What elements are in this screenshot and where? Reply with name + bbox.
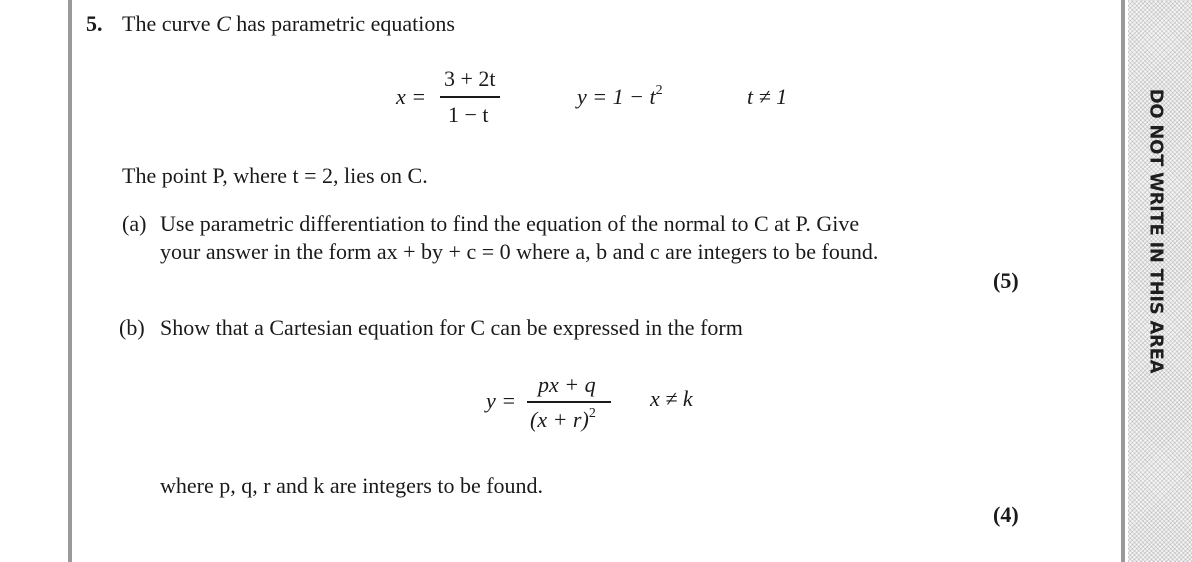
cartesian-condition: x ≠ k <box>650 386 693 411</box>
part-b-marks: (4) <box>993 502 1019 527</box>
x-fraction-denominator: 1 − t <box>448 102 489 127</box>
part-b-label: (b) <box>119 315 145 340</box>
part-a-label: (a) <box>122 211 147 236</box>
page-border-right <box>1121 0 1125 562</box>
part-a-line2: your answer in the form ax + by + c = 0 where a, b and c are integers to be found. <box>160 239 879 264</box>
x-fraction-numerator: 3 + 2t <box>444 66 496 91</box>
question-number: 5. <box>86 11 103 36</box>
point-statement: The point P, where t = 2, lies on C. <box>122 163 428 188</box>
margin-warning-text: DO NOT WRITE IN THIS AREA <box>1145 88 1167 374</box>
question-intro: The curve C has parametric equations <box>122 11 455 36</box>
cartesian-numerator: px + q <box>538 372 596 397</box>
cartesian-fraction-bar <box>527 401 611 403</box>
page-border-left <box>68 0 72 562</box>
part-b-where-text: where p, q, r and k are integers to be found. <box>160 473 544 498</box>
cartesian-denominator: $(x + r)^2$ <box>530 406 596 432</box>
t-condition: t ≠ 1 <box>747 84 788 109</box>
y-equation: $y = 1 - t^2$ <box>577 83 663 109</box>
part-b-text: Show that a Cartesian equation for C can be expressed in the form <box>160 315 743 340</box>
x-equation-lhs: x = <box>396 84 427 109</box>
x-fraction-bar <box>440 96 500 98</box>
cartesian-eq-lhs: y = <box>486 388 517 413</box>
part-a-marks: (5) <box>993 268 1019 293</box>
part-a-line1: Use parametric differentiation to find the equation of the normal to C at P. Give <box>160 211 860 236</box>
